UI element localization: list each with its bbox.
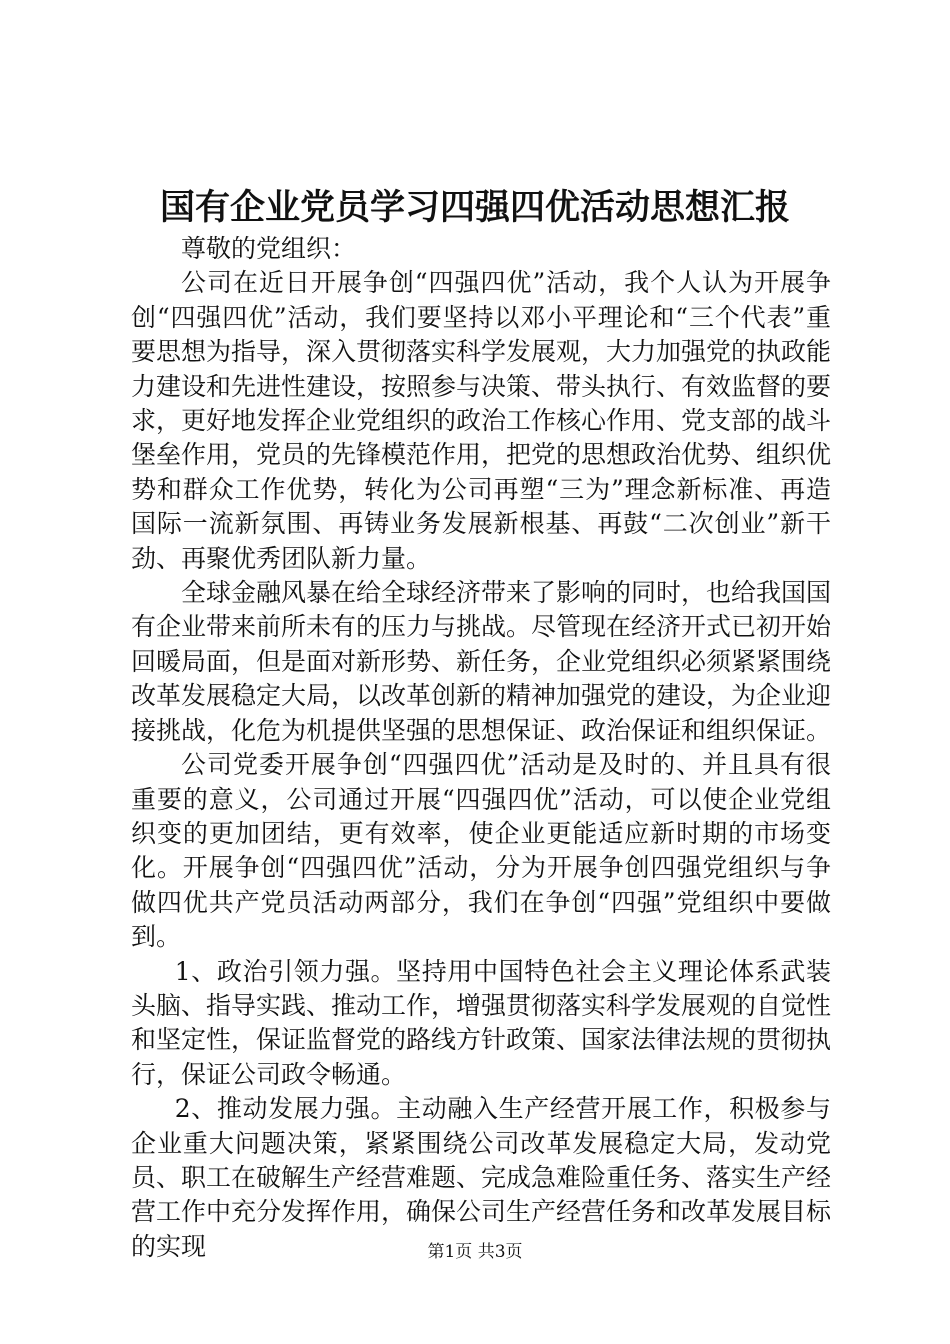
document-title: 国有企业党员学习四强四优活动思想汇报	[159, 187, 790, 228]
paragraph-3: 公司党委开展争创“四强四优”活动是及时的、并且具有很重要的意义，公司通过开展“四强四优”活动，可以使企业党组织变的更加团结，更有效率，使企业更能适应新时期的市场变化。开展争创“四强四优”活动，分为开展争创四强党组织与争做四优共产党员活动两部分，我们在争创“四强”党组织中要做到。	[131, 750, 831, 952]
salutation: 尊敬的党组织：	[181, 234, 357, 263]
paragraph-item-2: 2、推动发展力强。主动融入生产经营开展工作，积极参与企业重大问题决策，紧紧围绕公司改革发展稳定大局，发动党员、职工在破解生产经营难题、完成急难险重任务、落实生产经营工作中充分发挥作用，确保公司生产经营任务和改革发展目标的实现	[131, 1094, 832, 1261]
paragraph-2: 全球金融风暴在给全球经济带来了影响的同时，也给我国国有企业带来前所未有的压力与挑战。尽管现在经济开式已初开始回暖局面，但是面对新形势、新任务，企业党组织必须紧紧围绕改革发展稳定大局，以改革创新的精神加强党的建设，为企业迎接挑战，化危为机提供坚强的思想保证、政治保证和组织保证。	[131, 578, 832, 745]
page-number-footer: 第1页 共3页	[427, 1242, 523, 1262]
paragraph-1: 公司在近日开展争创“四强四优”活动，我个人认为开展争创“四强四优”活动，我们要坚持以邓小平理论和“三个代表”重要思想为指导，深入贯彻落实科学发展观，大力加强党的执政能力建设和先进性建设，按照参与决策、带头执行、有效监督的要求，更好地发挥企业党组织的政治工作核心作用、党支部的战斗堡垒作用，党员的先锋模范作用，把党的思想政治优势、组织优势和群众工作优势，转化为公司再塑“三为”理念新标准、再造国际一流新氛围、再铸业务发展新根基、再鼓“二次创业”新干劲、再聚优秀团队新力量。	[131, 268, 832, 573]
paragraph-item-1: 1、政治引领力强。坚持用中国特色社会主义理论体系武装头脑、指导实践、推动工作，增强贯彻落实科学发展观的自觉性和坚定性，保证监督党的路线方针政策、国家法律法规的贯彻执行，保证公司政令畅通。	[131, 956, 832, 1089]
document-body	[131, 232, 831, 1264]
